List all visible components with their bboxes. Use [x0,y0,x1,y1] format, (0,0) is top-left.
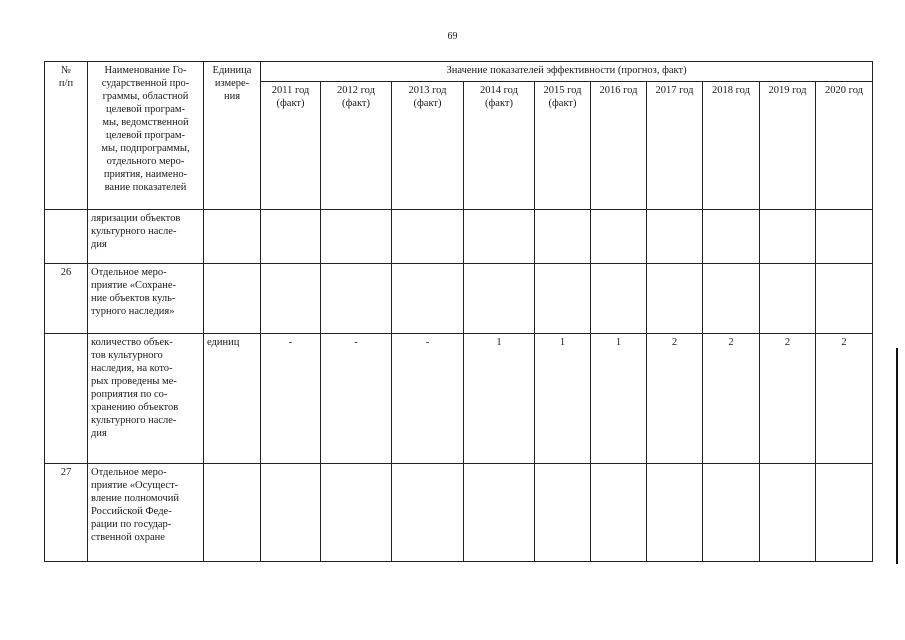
header-unit [204,62,261,210]
header-year [321,82,392,210]
row-name [88,264,204,334]
text-line: наследия, на кото- [91,363,173,374]
year-label: 2015 год [543,85,582,96]
year-note: (факт) [548,98,577,109]
table-row [45,210,873,264]
value-cell [703,264,760,334]
header-year [261,82,321,210]
text-line: Единица [212,65,252,76]
text-line: тов культурного [91,350,163,361]
header-year [392,82,464,210]
row-name [88,210,204,264]
value-cell [392,464,464,562]
row-unit: единиц [204,334,261,464]
year-label: 2019 год [768,85,807,96]
text-line: мы, ведомственной [102,117,189,128]
value-cell [392,264,464,334]
value-cell: 2 [816,334,873,464]
table-row [45,334,873,464]
value-cell: - [261,334,321,464]
text-line: граммы, областной [102,91,189,102]
text-line: роприятия по со- [91,389,168,400]
header-year [703,82,760,210]
text-line: Российской Феде- [91,506,172,517]
year-note: (факт) [276,98,305,109]
year-label: 2020 год [825,85,864,96]
row-unit [204,464,261,562]
value-cell [464,264,535,334]
year-label: 2014 год [480,85,518,96]
text-line: отдельного меро- [106,156,185,167]
value-cell [591,210,647,264]
year-note: (факт) [413,98,442,109]
header-row [45,62,873,82]
text-line: хранению объектов [91,402,179,413]
year-note: (факт) [341,98,370,109]
header-year [591,82,647,210]
text-line: измере- [214,78,250,89]
row-number: 27 [45,464,88,562]
value-cell: 1 [464,334,535,464]
row-name [88,334,204,464]
value-cell [261,264,321,334]
table-row [45,464,873,562]
value-cell [647,464,703,562]
value-cell: - [392,334,464,464]
value-cell [760,264,816,334]
year-label: 2018 год [712,85,750,96]
value-cell [703,464,760,562]
page-number: 69 [447,31,458,42]
value-cell [464,210,535,264]
text-line: приятие «Осущест- [91,480,179,491]
value-cell [261,210,321,264]
text-line: приятие «Сохране- [91,280,176,291]
value-cell [535,464,591,562]
row-number [45,334,88,464]
text-line: целевой програм- [105,130,186,141]
value-cell [816,464,873,562]
value-cell [647,264,703,334]
header-year [816,82,873,210]
row-unit [204,264,261,334]
text-line: ния [223,91,241,102]
header-year [760,82,816,210]
value-cell [535,210,591,264]
text-line: дия [91,239,107,250]
text-line: мы, подпрограммы, [101,143,190,154]
text-line: культурного насле- [91,226,177,237]
text-line: Наименование Го- [104,65,187,76]
value-cell: - [321,334,392,464]
year-label: 2011 год [271,85,310,96]
text-line: сударственной про- [101,78,190,89]
scan-edge-mark [896,348,898,564]
text-line: Отдельное меро- [91,467,167,478]
row-number: 26 [45,264,88,334]
text-line: вание показателей [104,182,187,193]
year-label: 2016 год [599,85,638,96]
value-cell [816,264,873,334]
value-cell [321,464,392,562]
text-line: ние объектов куль- [91,293,176,304]
value-cell [392,210,464,264]
row-name [88,464,204,562]
value-cell [760,210,816,264]
value-cell [321,210,392,264]
text-line: дия [91,428,107,439]
value-cell [816,210,873,264]
value-cell [321,264,392,334]
value-cell: 1 [535,334,591,464]
header-num [45,62,88,210]
text-line: количество объек- [91,337,173,348]
table-row [45,264,873,334]
row-unit [204,210,261,264]
text-line: № [60,65,72,76]
text-line: вление полномочий [91,493,180,504]
year-label: 2017 год [655,85,694,96]
text-line: целевой програм- [105,104,186,115]
value-cell [591,464,647,562]
header-year [647,82,703,210]
value-cell [591,264,647,334]
text-line: турного наследия» [91,306,175,317]
header-year [464,82,535,210]
text-line: рации по государ- [91,519,172,530]
header-name [88,62,204,210]
value-cell: 2 [647,334,703,464]
value-cell [647,210,703,264]
text-line: ственной охране [91,532,165,543]
year-label: 2013 год [408,85,447,96]
text-line: культурного насле- [91,415,177,426]
value-cell [703,210,760,264]
indicators-table [44,61,873,562]
value-cell [760,464,816,562]
value-cell: 2 [703,334,760,464]
text-line: п/п [58,78,74,89]
value-cell [261,464,321,562]
text-line: ляризации объектов [91,213,181,224]
year-label: 2012 год [337,85,375,96]
value-cell [535,264,591,334]
value-cell: 1 [591,334,647,464]
value-cell: 2 [760,334,816,464]
row-number [45,210,88,264]
text-line: рых проведены ме- [91,376,177,387]
text-line: приятия, наимено- [103,169,188,180]
year-note: (факт) [484,98,513,109]
header-year [535,82,591,210]
header-values-title: Значение показателей эффективности (прогноз, факт) [261,62,873,82]
text-line: Отдельное меро- [91,267,167,278]
value-cell [464,464,535,562]
